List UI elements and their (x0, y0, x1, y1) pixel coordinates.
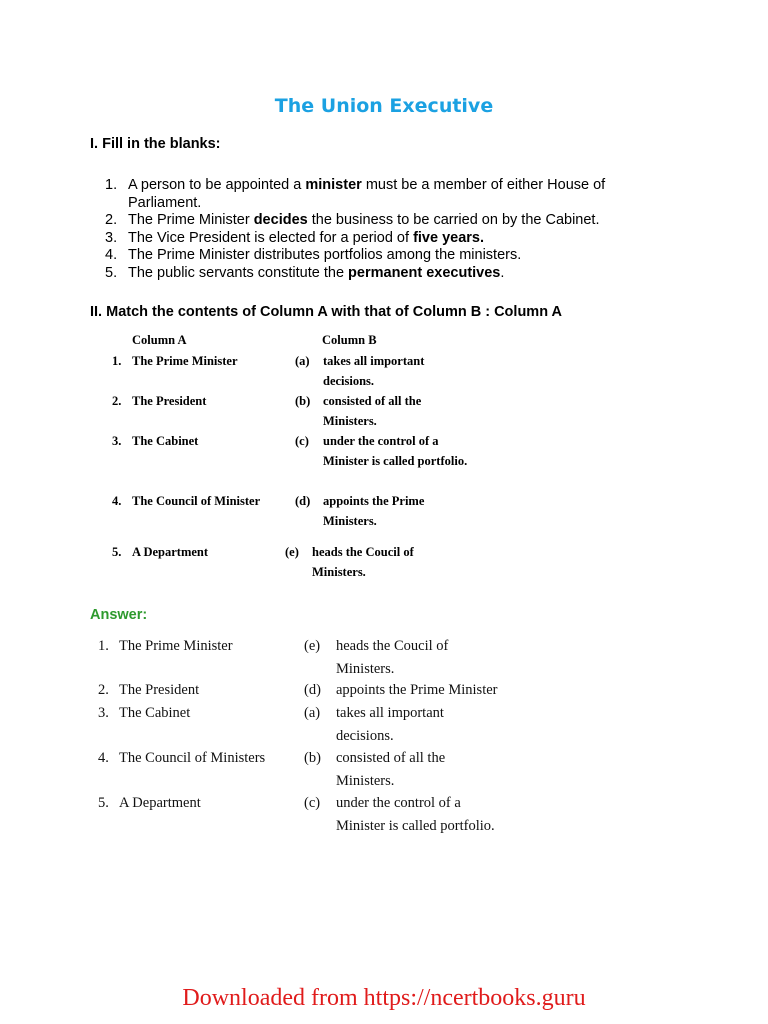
list-item (105, 265, 665, 283)
column-b-cell: appoints the Prime Ministers. (323, 494, 425, 528)
row-number: 4. (112, 494, 122, 508)
column-a-cell: The Prime Minister (132, 354, 238, 368)
row-number: 3. (112, 434, 122, 448)
item-number: 3. (105, 229, 118, 246)
item-text (128, 230, 665, 248)
column-b-cell: consisted of all the Ministers. (323, 394, 422, 428)
option-letter: (a) (304, 705, 321, 721)
option-letter: (c) (295, 434, 309, 448)
column-a-cell: The President (119, 682, 200, 698)
option-letter: (e) (304, 638, 321, 654)
column-b-cell: appoints the Prime Minister (336, 682, 498, 698)
column-b-cell: heads the Coucil of Ministers. (336, 638, 449, 677)
item-text-before: The Prime Minister (128, 212, 254, 228)
item-text-after: must be a member of either House of Parliament. (128, 177, 606, 211)
column-a-cell: The Prime Minister (119, 638, 233, 654)
row-number: 3. (98, 705, 109, 721)
column-a-cell: The President (132, 394, 207, 408)
item-text-before: A person to be appointed a (128, 177, 306, 193)
item-text-bold: permanent executives (348, 264, 501, 281)
list-item (105, 230, 665, 248)
column-b-cell: takes all important decisions. (323, 354, 425, 388)
column-a-cell: The Council of Minister (132, 494, 261, 508)
column-b-cell: consisted of all the Ministers. (336, 750, 446, 789)
item-text-bold: decides (253, 212, 308, 228)
row-number: 1. (98, 638, 109, 654)
footer-source-text: Downloaded from https://ncertbooks.guru (182, 985, 586, 1011)
column-a-cell: The Cabinet (119, 705, 191, 721)
column-a-header: Column A (132, 333, 187, 347)
option-letter: (d) (295, 494, 311, 508)
item-number: 5. (105, 264, 118, 281)
page-title: The Union Executive (274, 95, 494, 117)
item-text-before: The public servants constitute the (128, 264, 349, 281)
section-match-heading: II. Match the contents of Column A with that of Column B : Column A (90, 304, 563, 320)
column-b-cell: heads the Coucil of Ministers. (312, 545, 414, 579)
list-item (105, 177, 665, 212)
column-a-cell: The Council of Ministers (119, 750, 266, 766)
list-item (105, 247, 665, 265)
column-a-cell: A Department (132, 545, 209, 559)
item-text (128, 265, 665, 283)
item-text-before: The Prime Minister distributes portfolios among the ministers. (128, 247, 522, 263)
row-number: 5. (112, 545, 122, 559)
row-number: 5. (98, 795, 109, 811)
item-text-after: . (500, 264, 505, 281)
item-text (128, 177, 665, 212)
item-number: 4. (105, 247, 118, 263)
section-fill-blanks-heading: I. Fill in the blanks: (90, 136, 221, 152)
item-text (128, 212, 665, 230)
column-b-cell: under the control of a Minister is called portfolio. (323, 434, 468, 468)
option-letter: (e) (285, 545, 299, 559)
item-text-before: The Vice President is elected for a period of (128, 229, 414, 246)
column-b-cell: takes all important decisions. (336, 705, 444, 744)
row-number: 1. (112, 354, 122, 368)
item-text-after: the business to be carried on by the Cabinet. (307, 212, 600, 228)
column-b-cell: under the control of a Minister is called portfolio. (336, 795, 495, 834)
answer-label: Answer: (90, 607, 148, 623)
item-number: 2. (105, 212, 118, 228)
option-letter: (d) (304, 682, 321, 698)
row-number: 2. (112, 394, 122, 408)
column-a-cell: The Cabinet (132, 434, 199, 448)
item-text-bold: minister (305, 177, 362, 193)
fill-blanks-list (105, 177, 665, 282)
column-b-header: Column B (322, 333, 377, 347)
option-letter: (a) (295, 354, 310, 368)
row-number: 4. (98, 750, 109, 766)
column-a-cell: A Department (119, 795, 201, 811)
row-number: 2. (98, 682, 109, 698)
option-letter: (b) (295, 394, 311, 408)
item-text-bold: five years. (413, 229, 485, 246)
option-letter: (b) (304, 750, 321, 766)
item-text (128, 247, 665, 265)
option-letter: (c) (304, 795, 321, 811)
item-number: 1. (105, 177, 118, 193)
list-item (105, 212, 665, 230)
